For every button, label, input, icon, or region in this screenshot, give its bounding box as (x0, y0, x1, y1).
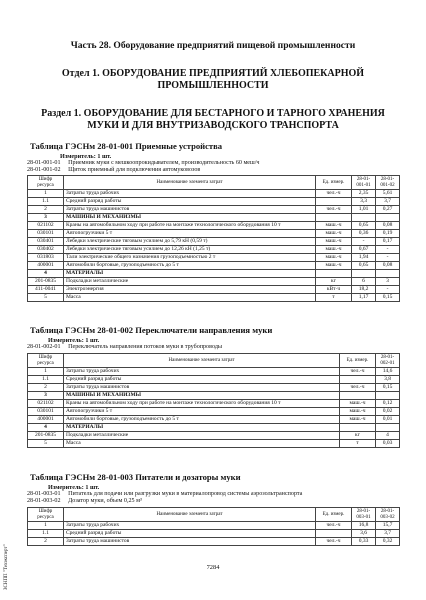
table-row (28, 206, 400, 214)
row-value: 4 (376, 432, 400, 440)
row-name: Затраты труда машинистов (64, 384, 340, 392)
row-unit (340, 424, 376, 432)
table-row (28, 440, 400, 448)
item-desc: Переключатель направления потоков муки в трубопроводы (68, 344, 223, 350)
table-row (28, 222, 400, 230)
header-code: Шифр ресурса (28, 354, 64, 368)
row-value (376, 214, 400, 222)
row-code: 4 (28, 270, 64, 278)
table-row (28, 408, 400, 416)
row-code: 2 (28, 384, 64, 392)
row-name: МАТЕРИАЛЫ (64, 270, 316, 278)
row-unit: маш.-ч (316, 222, 352, 230)
row-unit (340, 376, 376, 384)
chapter-title: Раздел 1. ОБОРУДОВАНИЕ ДЛЯ БЕСТАРНОГО И ТАРНОГО ХРАНЕНИЯ МУКИ И ДЛЯ ВНУТРИЗАВОДСКОГО ТРАНСПОРТА (41, 108, 385, 131)
row-value: 0,67 (352, 246, 376, 254)
row-code: 3 (28, 214, 64, 222)
row-name: Затраты труда рабочих (64, 522, 316, 530)
table-row (28, 238, 400, 246)
header-norm-code: 28-01-003-01 (352, 508, 376, 522)
row-value: 3 (376, 278, 400, 286)
row-unit: чел.-ч (340, 368, 376, 376)
table-row (28, 400, 400, 408)
table-row (28, 424, 400, 432)
table-row (28, 368, 400, 376)
row-unit: маш.-ч (316, 238, 352, 246)
table-2-title: Таблица ГЭСНм 28-01-002 Переключатели направления муки (30, 325, 273, 335)
row-value: 0,08 (376, 222, 400, 230)
row-value: 0,15 (376, 384, 400, 392)
table-header-row (28, 508, 400, 522)
table-3-title: Таблица ГЭСНм 28-01-003 Питатели и дозаторы муки (30, 472, 241, 482)
row-code: 400001 (28, 416, 64, 424)
row-value: 0,17 (376, 238, 400, 246)
row-unit: чел.-ч (316, 190, 352, 198)
row-unit (316, 214, 352, 222)
table-3-item-2 (27, 498, 142, 505)
row-code: 030401 (28, 238, 64, 246)
header-name: Наименование элемента затрат (64, 176, 316, 190)
row-unit: кВт·ч (316, 286, 352, 294)
row-unit (316, 530, 352, 538)
page-number: 7284 (206, 564, 220, 571)
row-value: 0,02 (376, 408, 400, 416)
row-value: 16,8 (352, 522, 376, 530)
row-value (376, 424, 400, 432)
row-name: Краны на автомобильном ходу при работе на монтаже технологического оборудования 10 т (64, 400, 340, 408)
table-row (28, 416, 400, 424)
row-name: Тали электрические общего назначения грузоподъемностью 2 т (64, 254, 316, 262)
row-value: - (376, 246, 400, 254)
row-value: 0,12 (376, 400, 400, 408)
row-value (376, 270, 400, 278)
row-value (376, 392, 400, 400)
table-row (28, 190, 400, 198)
row-unit: чел.-ч (316, 522, 352, 530)
row-value: 2,35 (352, 190, 376, 198)
table-row (28, 254, 400, 262)
row-code: 030402 (28, 246, 64, 254)
header-code: Шифр ресурса (28, 508, 64, 522)
part-title: Часть 28. Оборудование предприятий пищевой промышленности (70, 40, 356, 51)
table-row (28, 530, 400, 538)
item-desc: Приемник муки с мешкоопрокидывателем, производительность 60 меш/ч (68, 160, 260, 166)
row-code: 411-0041 (28, 286, 64, 294)
row-value: 1,01 (352, 206, 376, 214)
table-1-measure: Измеритель: 1 шт. (60, 153, 112, 160)
row-value: 0,36 (352, 230, 376, 238)
row-name: Лебедки электрические тяговым усилием до 5,79 кН (0,59 т) (64, 238, 316, 246)
row-code: 2 (28, 538, 64, 546)
row-value: 15,7 (376, 522, 400, 530)
table-header-row (28, 176, 400, 190)
row-value: 0,65 (352, 222, 376, 230)
row-unit: маш.-ч (316, 254, 352, 262)
row-code: 1.1 (28, 198, 64, 206)
row-unit (340, 392, 376, 400)
row-value: - (376, 254, 400, 262)
table-row (28, 376, 400, 384)
header-unit: Ед. измер. (316, 508, 352, 522)
item-code: 28-01-002-01 (27, 344, 61, 350)
table-row (28, 230, 400, 238)
row-value: 0,65 (352, 262, 376, 270)
table-row (28, 432, 400, 440)
row-value: 0,19 (376, 230, 400, 238)
table-row (28, 286, 400, 294)
header-unit: Ед. измер. (316, 176, 352, 190)
row-value: 1,17 (352, 294, 376, 302)
item-code: 28-01-003-01 (27, 491, 61, 497)
row-code: 2 (28, 206, 64, 214)
item-code: 28-01-001-01 (27, 160, 61, 166)
row-unit: чел.-ч (340, 384, 376, 392)
row-unit: маш.-ч (340, 400, 376, 408)
section-title: Отдел 1. ОБОРУДОВАНИЕ ПРЕДПРИЯТИЙ ХЛЕБОПЕКАРНОЙ ПРОМЫШЛЕННОСТИ (61, 68, 365, 91)
row-name: Автомобили бортовые, грузоподъемность до 5 т (64, 262, 316, 270)
row-value: 3,7 (376, 530, 400, 538)
row-code: 201-0835 (28, 278, 64, 286)
row-code: 4 (28, 424, 64, 432)
row-unit: т (316, 294, 352, 302)
header-norm-code: 28-01-001-02 (376, 176, 400, 190)
row-name: Масса (64, 294, 316, 302)
row-value: 3,3 (352, 198, 376, 206)
row-name: Автопогрузчики 5 т (64, 408, 340, 416)
table-row (28, 214, 400, 222)
table-2 (27, 353, 400, 448)
row-value: - (352, 238, 376, 246)
row-name: Автопогрузчики 5 т (64, 230, 316, 238)
row-value: 0,27 (376, 206, 400, 214)
table-3-item-1 (27, 491, 302, 498)
row-unit: маш.-ч (316, 230, 352, 238)
item-desc: Щиток приемный для подключения автомуковозов (68, 167, 201, 173)
row-unit: чел.-ч (316, 206, 352, 214)
item-desc: Дозатор муки, объем 0,25 м³ (68, 498, 142, 504)
header-norm-code: 28-01-001-01 (352, 176, 376, 190)
table-header-row (28, 354, 400, 368)
row-code: 030101 (28, 408, 64, 416)
row-code: 030101 (28, 230, 64, 238)
table-row (28, 262, 400, 270)
row-code: 1 (28, 190, 64, 198)
row-name: Автомобили бортовые, грузоподъемность до 5 т (64, 416, 340, 424)
header-norm-code: 28-01-002-01 (376, 354, 400, 368)
row-name: Краны на автомобильном ходу при работе на монтаже технологического оборудования 10 т (64, 222, 316, 230)
row-value: - (376, 286, 400, 294)
row-unit: т (340, 440, 376, 448)
row-unit: маш.-ч (340, 416, 376, 424)
row-code: 1 (28, 522, 64, 530)
table-3-measure: Измеритель: 1 шт. (48, 484, 100, 491)
row-value (352, 214, 376, 222)
table-3 (27, 507, 400, 546)
table-row (28, 392, 400, 400)
row-name: МАШИНЫ И МЕХАНИЗМЫ (64, 214, 316, 222)
table-row (28, 384, 400, 392)
header-name: Наименование элемента затрат (64, 354, 340, 368)
row-value: 0,33 (352, 538, 376, 546)
row-code: 031803 (28, 254, 64, 262)
table-row (28, 270, 400, 278)
row-unit: маш.-ч (340, 408, 376, 416)
header-name: Наименование элемента затрат (64, 508, 316, 522)
row-code: 1.1 (28, 530, 64, 538)
row-name: Подкладки металлические (64, 278, 316, 286)
row-value: 5,61 (376, 190, 400, 198)
table-row (28, 294, 400, 302)
row-value: 0,03 (376, 440, 400, 448)
row-value: 3,6 (352, 530, 376, 538)
row-name: Средний разряд работы (64, 198, 316, 206)
row-value: 6 (352, 278, 376, 286)
row-value: 1,94 (352, 254, 376, 262)
row-name: Лебедки электрические тяговым усилием до 12,26 кН (1,25 т) (64, 246, 316, 254)
row-name: Затраты труда машинистов (64, 538, 316, 546)
row-value: 0,01 (376, 416, 400, 424)
row-name: Затраты труда рабочих (64, 190, 316, 198)
table-1-item-2 (27, 167, 200, 174)
row-value: 0,08 (376, 262, 400, 270)
table-2-measure: Измеритель: 1 шт. (48, 337, 100, 344)
row-value (352, 270, 376, 278)
row-value: 0,32 (376, 538, 400, 546)
table-2-item-1 (27, 344, 222, 351)
side-note: ЗСНПП "Техэксперт" (4, 544, 9, 590)
row-code: 3 (28, 392, 64, 400)
table-row (28, 198, 400, 206)
row-name: Средний разряд работы (64, 376, 340, 384)
row-code: 201-0835 (28, 432, 64, 440)
header-code: Шифр ресурса (28, 176, 64, 190)
row-name: Масса (64, 440, 340, 448)
row-code: 5 (28, 294, 64, 302)
table-1-title: Таблица ГЭСНм 28-01-001 Приемные устройства (30, 141, 223, 151)
row-name: МАТЕРИАЛЫ (64, 424, 340, 432)
row-code: 400001 (28, 262, 64, 270)
row-unit: маш.-ч (316, 246, 352, 254)
row-name: Подкладки металлические (64, 432, 340, 440)
row-value: 14,6 (376, 368, 400, 376)
header-norm-code: 28-01-003-02 (376, 508, 400, 522)
row-code: 021102 (28, 222, 64, 230)
row-code: 1.1 (28, 376, 64, 384)
row-name: МАШИНЫ И МЕХАНИЗМЫ (64, 392, 340, 400)
header-unit: Ед. измер. (340, 354, 376, 368)
row-code: 5 (28, 440, 64, 448)
table-row (28, 522, 400, 530)
row-value: 3,8 (376, 376, 400, 384)
item-code: 28-01-001-02 (27, 167, 61, 173)
row-name: Электроэнергия (64, 286, 316, 294)
item-code: 28-01-003-02 (27, 498, 61, 504)
table-row (28, 538, 400, 546)
table-row (28, 278, 400, 286)
row-unit (316, 270, 352, 278)
row-unit: кг (340, 432, 376, 440)
item-desc: Питатель для подачи или разгрузки муки в материалопровод системы аэрозольтранспорта (68, 491, 303, 497)
row-unit: маш.-ч (316, 262, 352, 270)
table-1-item-1 (27, 160, 259, 167)
row-unit (316, 198, 352, 206)
row-value: 18,2 (352, 286, 376, 294)
table-row (28, 246, 400, 254)
row-name: Затраты труда машинистов (64, 206, 316, 214)
row-name: Средний разряд работы (64, 530, 316, 538)
row-name: Затраты труда рабочих (64, 368, 340, 376)
row-code: 021102 (28, 400, 64, 408)
row-value: 3,7 (376, 198, 400, 206)
row-unit: кг (316, 278, 352, 286)
row-code: 1 (28, 368, 64, 376)
table-1 (27, 175, 400, 302)
row-value: 0,15 (376, 294, 400, 302)
row-unit: чел.-ч (316, 538, 352, 546)
